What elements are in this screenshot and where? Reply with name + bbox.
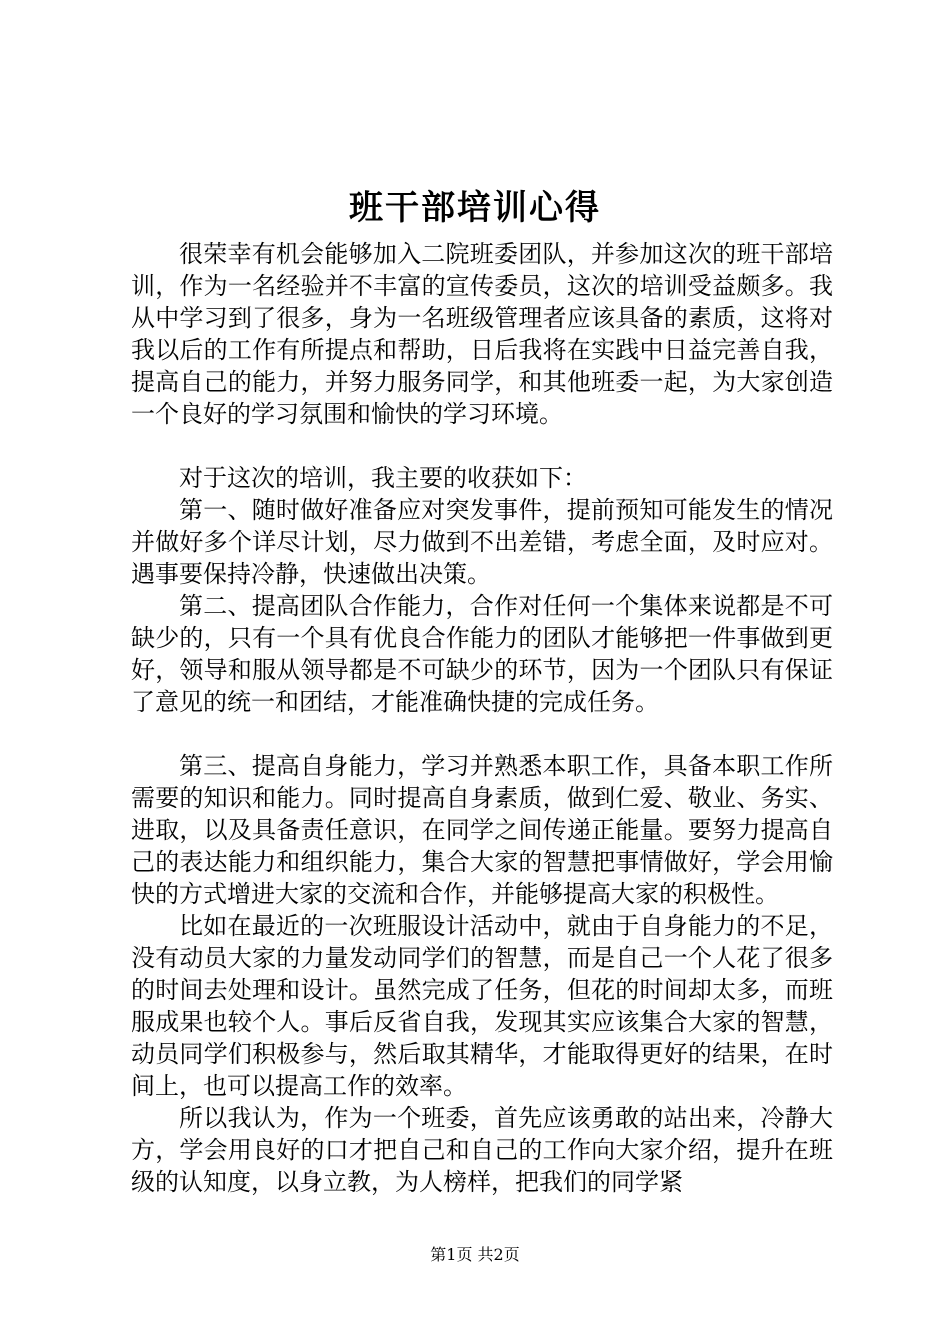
document-body (131, 238, 833, 1198)
page-number-footer: 第1页 共2页 (430, 1245, 520, 1264)
paragraph-gains-heading: 对于这次的培训，我主要的收获如下： (179, 464, 587, 492)
paragraph-intro: 很荣幸有机会能够加入二院班委团队，并参加这次的班干部培训，作为一名经验并不丰富的宣传委员，这次的培训受益颇多。我从中学习到了很多，身为一名班级管理者应该具备的素质，这将对我以后的工作有所提点和帮助，日后我将在实践中日益完善自我，提高自己的能力，并努力服务同学，和其他班委一起，为大家创造一个良好的学习氛围和愉快的学习环境。 (131, 240, 833, 428)
paragraph-point-two: 第二、提高团队合作能力，合作对任何一个集体来说都是不可缺少的，只有一个具有优良合作能力的团队才能够把一件事做到更好，领导和服从领导都是不可缺少的环节，因为一个团队只有保证了意见的统一和团结，才能准确快捷的完成任务。 (131, 592, 833, 716)
paragraph-example: 比如在最近的一次班服设计活动中，就由于自身能力的不足，没有动员大家的力量发动同学们的智慧，而是自己一个人花了很多的时间去处理和设计。虽然完成了任务，但花的时间却太多，而班服成果也较个人。事后反省自我，发现其实应该集合大家的智慧，动员同学们积极参与，然后取其精华，才能取得更好的结果，在时间上，也可以提高工作的效率。 (131, 912, 833, 1100)
paragraph-conclusion: 所以我认为，作为一个班委，首先应该勇敢的站出来，冷静大方，学会用良好的口才把自己和自己的工作向大家介绍，提升在班级的认知度，以身立教，为人榜样，把我们的同学紧 (131, 1104, 833, 1196)
document-title: 班干部培训心得 (349, 188, 601, 228)
paragraph-point-three: 第三、提高自身能力，学习并熟悉本职工作，具备本职工作所需要的知识和能力。同时提高自身素质，做到仁爱、敬业、务实、进取，以及具备责任意识，在同学之间传递正能量。要努力提高自己的表达能力和组织能力，集合大家的智慧把事情做好，学会用愉快的方式增进大家的交流和合作，并能够提高大家的积极性。 (131, 752, 833, 908)
paragraph-point-one: 第一、随时做好准备应对突发事件，提前预知可能发生的情况并做好多个详尽计划，尽力做到不出差错，考虑全面，及时应对。遇事要保持冷静，快速做出决策。 (131, 496, 833, 588)
